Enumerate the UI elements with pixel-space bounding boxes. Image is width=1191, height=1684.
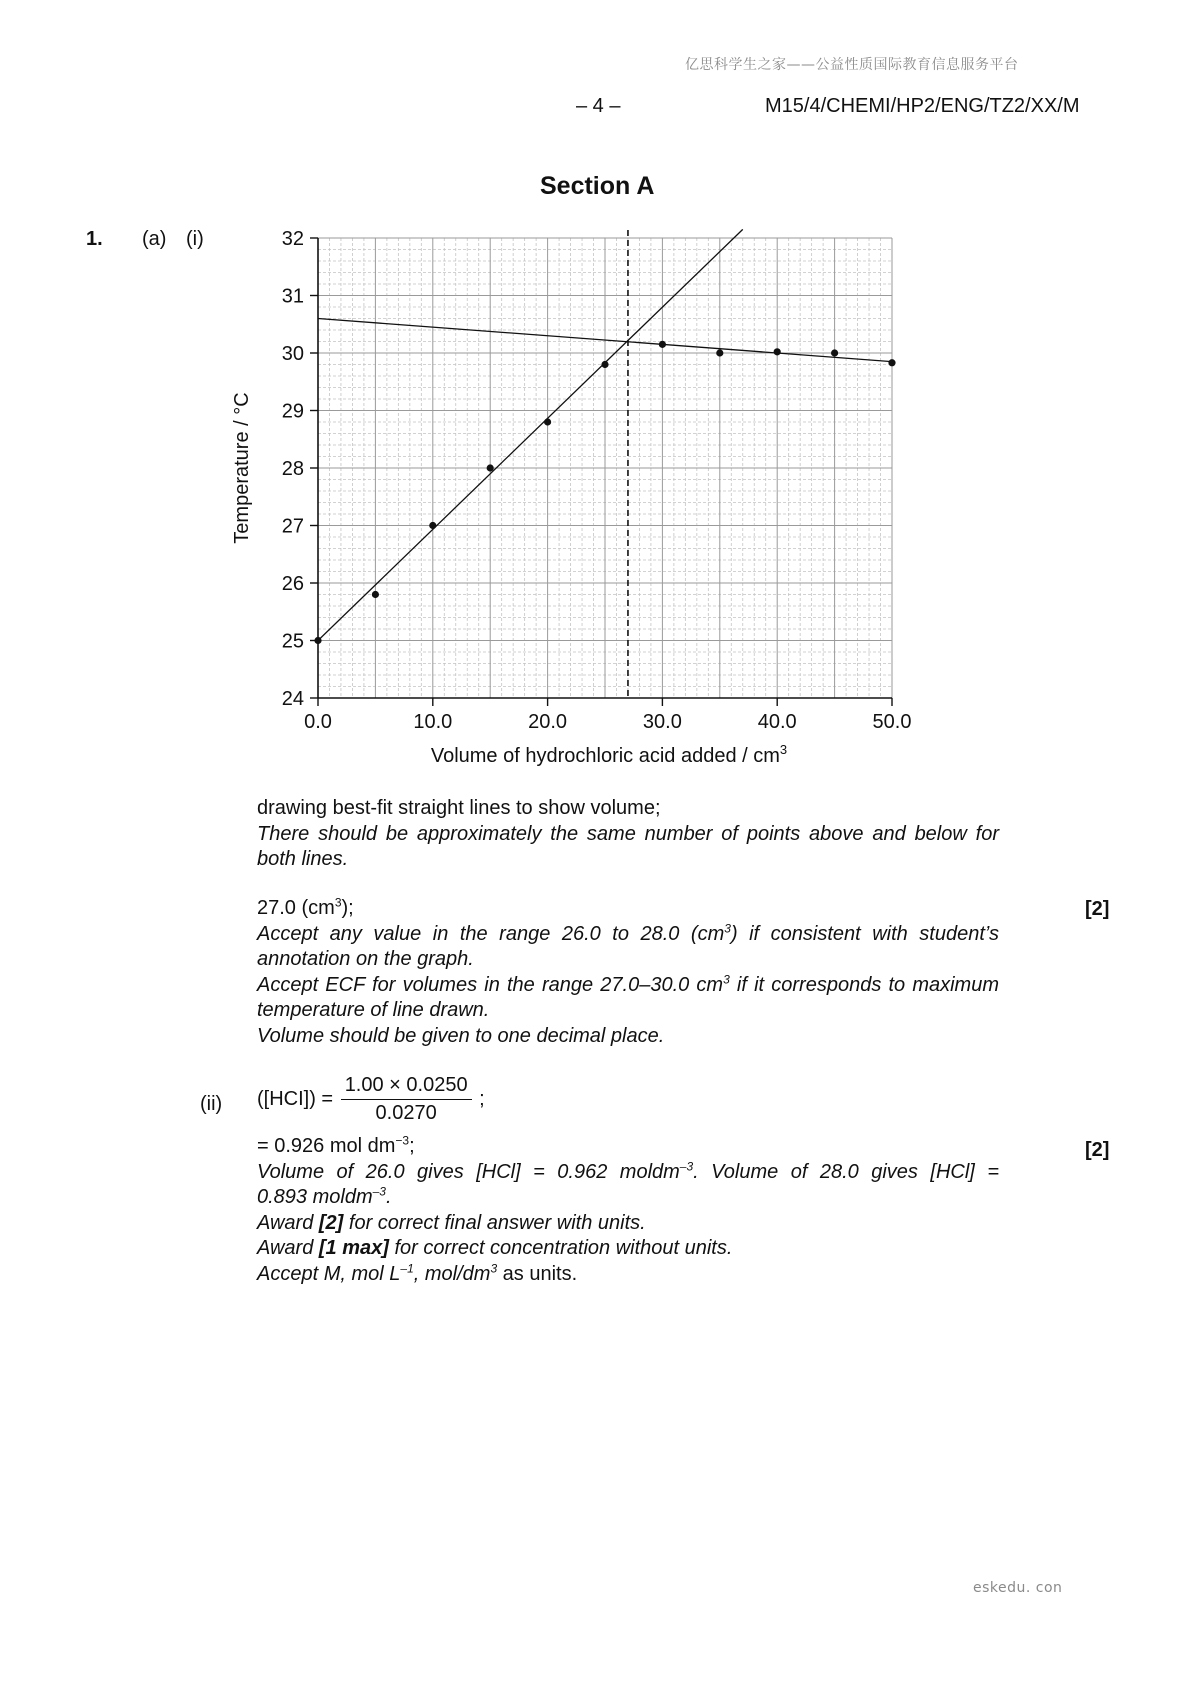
y-tick-label: 31	[281, 285, 304, 308]
section-title: Section A	[540, 172, 655, 200]
chart-x-axis-label-text: Volume of hydrochloric acid added / cm	[430, 745, 780, 767]
data-point	[544, 418, 551, 425]
y-tick-label: 29	[281, 400, 304, 423]
x-tick-label: 20.0	[528, 711, 568, 733]
y-tick-label: 32	[281, 228, 304, 250]
note-5: Award [2] for correct final answer with units.	[257, 1211, 646, 1234]
best-fit-line	[318, 229, 743, 640]
data-point	[487, 464, 494, 471]
x-tick-label: 0.0	[304, 711, 332, 733]
data-point	[601, 361, 608, 368]
y-tick-label: 27	[281, 515, 304, 538]
answer-a-ii: = 0.926 mol $dm^{-3}$;	[257, 1133, 415, 1157]
chart-x-axis-label-sup: 3	[779, 742, 788, 757]
note-1: Accept any value in the range 26.0 to 28.0 $(cm^3)$ if consistent with student’s annotation on the graph.	[257, 920, 999, 970]
note-6: Award [1 max] for correct concentration without units.	[257, 1237, 733, 1259]
note-4-line-1: Volume of 26.0 gives [HCl] = 0.962 moldm$^{-3}$. Volume of 28.0 gives [HCl] =	[257, 1158, 999, 1183]
temperature-volume-chart	[230, 222, 950, 782]
data-point	[774, 348, 781, 355]
x-tick-label: 10.0	[413, 711, 453, 733]
chart-y-axis-label: Temperature / °C	[231, 392, 253, 544]
note-3: Volume should be given to one decimal place.	[257, 1024, 665, 1047]
y-tick-label: 26	[281, 573, 304, 595]
markscheme-line-2: There should be approximately the same number of points above and below for both lines.	[257, 822, 999, 870]
data-point	[888, 359, 895, 366]
marks-a-ii: [2]	[1085, 1139, 1110, 1161]
question-number: 1.	[86, 228, 103, 250]
markscheme-block-1	[257, 796, 999, 873]
y-tick-label: 30	[281, 343, 304, 365]
watermark-text: 亿思科学生之家——公益性质国际教育信息服务平台	[685, 57, 1019, 73]
formula-fraction: $\frac{1.00 \times 0.0250}{0.0270}$	[341, 1074, 472, 1125]
question-part-ii: (ii)	[200, 1093, 223, 1115]
marks-a-i: [2]	[1085, 898, 1110, 920]
markscheme-block-3	[257, 1134, 999, 1287]
data-point	[314, 637, 321, 644]
y-tick-label: 24	[281, 688, 304, 710]
markscheme-block-2	[257, 896, 999, 1049]
note-7: Accept M, mol $L^{-1}$, mol/$dm^3$ as units.	[257, 1260, 578, 1285]
chart-ticks	[282, 228, 912, 733]
concentration-formula: ([HCI]) = $\frac{1.00 \times 0.0250}{0.0270}$ ;	[257, 1074, 485, 1124]
data-point	[716, 349, 723, 356]
paper-code: M15/4/CHEMI/HP2/ENG/TZ2/XX/M	[765, 95, 1080, 117]
question-part-a: (a)	[142, 228, 167, 250]
x-tick-label: 30.0	[642, 711, 682, 733]
y-tick-label: 28	[281, 458, 304, 480]
markscheme-line-1: drawing best-fit straight lines to show volume;	[257, 797, 661, 819]
note-4-line-2: 0.893 moldm$^{-3}$.	[257, 1184, 392, 1208]
x-tick-label: 50.0	[872, 711, 912, 733]
data-point	[372, 591, 379, 598]
x-tick-label: 40.0	[757, 711, 797, 733]
page-number: – 4 –	[576, 95, 621, 117]
note-2: Accept ECF for volumes in the range 27.0–30.0 $cm^3$ if it corresponds to maximum temperature of line drawn.	[257, 971, 999, 1021]
answer-a-i: 27.0 $(cm^3)$;	[257, 895, 354, 919]
question-part-i: (i)	[186, 228, 204, 250]
data-point	[429, 522, 436, 529]
footer-site-mark: eskedu. con	[973, 1580, 1063, 1596]
y-tick-label: 25	[281, 630, 304, 653]
data-point	[659, 341, 666, 348]
chart-x-axis-label	[431, 742, 787, 767]
data-point	[831, 349, 838, 356]
